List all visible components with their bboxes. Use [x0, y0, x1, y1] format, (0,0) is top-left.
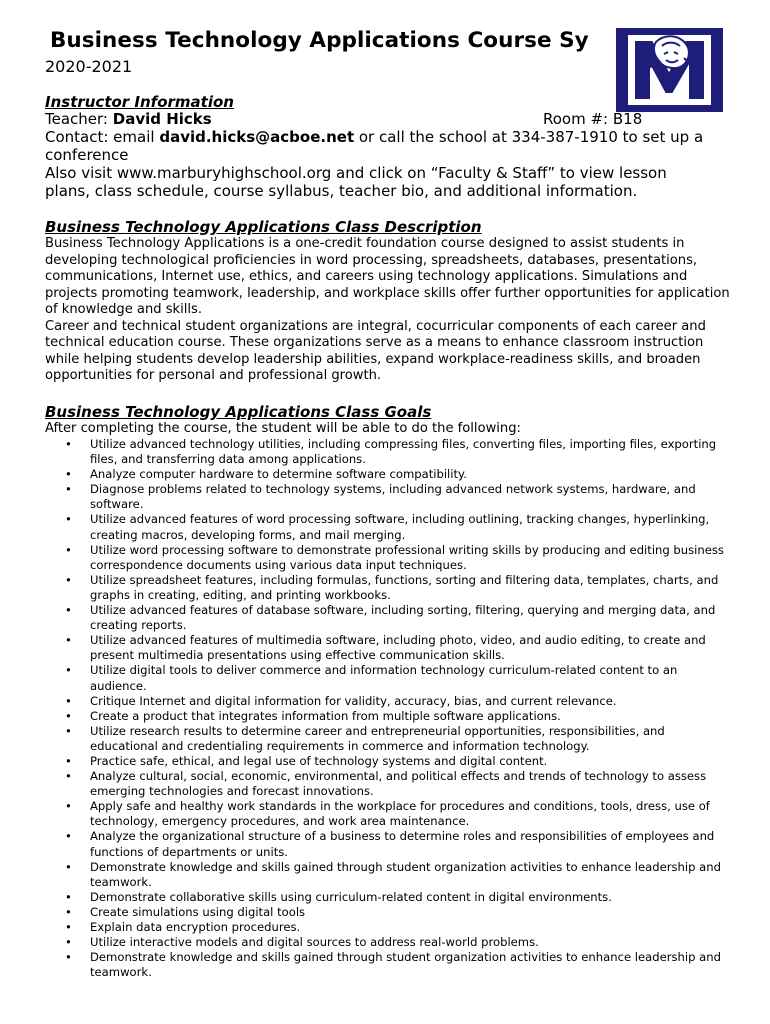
- goal-item: [45, 935, 735, 950]
- bullet-icon: •: [65, 437, 72, 451]
- goal-text: Utilize advanced features of word processing software, including outlining, tracking changes, hyperlinking, creating macros, developing forms, and mail merging.: [90, 512, 710, 542]
- goal-text: Utilize advanced features of database software, including sorting, filtering, querying and merging data, and creating reports.: [90, 603, 716, 633]
- bullet-icon: •: [65, 950, 72, 965]
- bullet-icon: •: [65, 708, 72, 723]
- goal-text: Utilize digital tools to deliver commerce and information technology curriculum-related content to an audience.: [90, 663, 678, 693]
- goal-text: Utilize advanced features of multimedia software, including photo, video, and audio editing, to create and present multimedia presentations using effective communication skills.: [90, 633, 706, 663]
- goal-text: Analyze cultural, social, economic, environmental, and political effects and trends of technology to assess emerging technologies and forecast innovations.: [90, 769, 707, 799]
- goals-intro: After completing the course, the student will be able to do the following:: [45, 421, 521, 436]
- goal-item: [45, 829, 735, 859]
- goal-item: [45, 754, 735, 769]
- goal-item: [45, 905, 735, 920]
- bullet-icon: •: [65, 753, 72, 768]
- goal-item: [45, 920, 735, 935]
- goal-item: [45, 603, 735, 633]
- teacher-line: [45, 110, 212, 128]
- goal-item: [45, 663, 735, 693]
- goal-item: [45, 950, 735, 980]
- goal-text: Utilize word processing software to demonstrate professional writing skills by producing and editing business correspondence documents using various data input techniques.: [90, 542, 724, 572]
- teacher-label: Teacher:: [45, 110, 113, 128]
- goal-item: [45, 437, 735, 467]
- goal-item: [45, 467, 735, 482]
- bullet-icon: •: [65, 482, 72, 497]
- visit-line-2: plans, class schedule, course syllabus, teacher bio, and additional information.: [45, 182, 638, 200]
- goal-item: [45, 482, 735, 512]
- goal-item: [45, 860, 735, 890]
- school-logo: [616, 28, 723, 112]
- goal-text: Utilize advanced technology utilities, including compressing files, converting files, importing files, exporting files, and transferring data among applications.: [90, 437, 717, 467]
- school-year: 2020-2021: [45, 57, 133, 76]
- teacher-name: David Hicks: [112, 110, 212, 128]
- description-paragraph-2: Career and technical student organizations are integral, cocurricular components of each career and technical education course. These organizations serve as a means to enhance classroom instruction while helping students develop leadership abilities, expand workplace-readiness skills, and broaden opportunities for personal and professional growth.: [45, 318, 706, 383]
- bullet-icon: •: [65, 829, 72, 844]
- contact-email-link[interactable]: david.hicks@acboe.net: [159, 128, 355, 146]
- goal-item: [45, 512, 735, 542]
- bullet-icon: •: [65, 904, 72, 919]
- goal-text: Demonstrate collaborative skills using curriculum-related content in digital environments.: [90, 889, 612, 904]
- bullet-icon: •: [65, 633, 72, 648]
- bullet-icon: •: [65, 889, 72, 904]
- contact-suffix: or call the school at 334-387-1910 to set up a: [354, 128, 704, 146]
- goal-text: Practice safe, ethical, and legal use of technology systems and digital content.: [90, 753, 548, 768]
- contact-line: [45, 128, 703, 146]
- contact-line-continued: conference: [45, 146, 129, 164]
- goal-item: [45, 543, 735, 573]
- description-body: [45, 236, 735, 385]
- goal-item: [45, 799, 735, 829]
- bullet-icon: •: [65, 542, 72, 557]
- goal-text: Explain data encryption procedures.: [90, 920, 301, 934]
- description-heading: Business Technology Applications Class Description: [45, 218, 482, 236]
- goal-text: Demonstrate knowledge and skills gained through student organization activities to enhance leadership and teamwork.: [90, 859, 721, 889]
- bullet-icon: •: [65, 572, 72, 587]
- bullet-icon: •: [65, 859, 72, 874]
- goals-list: [45, 437, 735, 980]
- bullet-icon: •: [65, 935, 72, 950]
- goal-text: Demonstrate knowledge and skills gained through student organization activities to enhance leadership and teamwork.: [90, 950, 721, 980]
- goal-text: Create simulations using digital tools: [90, 904, 306, 919]
- goal-text: Critique Internet and digital information for validity, accuracy, bias, and current relevance.: [90, 693, 617, 708]
- bullet-icon: •: [65, 920, 72, 934]
- bullet-icon: •: [65, 663, 72, 678]
- bullet-icon: •: [65, 693, 72, 708]
- bullet-icon: •: [65, 603, 72, 618]
- bullet-icon: •: [65, 467, 72, 482]
- instructor-heading: Instructor Information: [45, 93, 234, 111]
- goal-text: Analyze computer hardware to determine software compatibility.: [90, 467, 467, 482]
- room-number: Room #: B18: [543, 110, 643, 128]
- visit-line-1: Also visit www.marburyhighschool.org and click on “Faculty & Staff” to view lesson: [45, 164, 667, 182]
- goal-text: Create a product that integrates information from multiple software applications.: [90, 708, 561, 723]
- goal-text: Utilize spreadsheet features, including formulas, functions, sorting and filtering data, templates, charts, and graphs in creating, editing, and printing workbooks.: [90, 572, 719, 602]
- goal-text: Utilize interactive models and digital sources to address real-world problems.: [90, 935, 539, 950]
- goal-item: [45, 769, 735, 799]
- goals-heading: Business Technology Applications Class Goals: [45, 403, 432, 421]
- contact-prefix: Contact: email: [45, 128, 160, 146]
- bullet-icon: •: [65, 512, 72, 527]
- bullet-icon: •: [65, 799, 72, 814]
- goal-item: [45, 724, 735, 754]
- goal-item: [45, 633, 735, 663]
- goal-item: [45, 694, 735, 709]
- goal-text: Diagnose problems related to technology systems, including advanced network systems, hardware, and software.: [90, 482, 696, 512]
- goal-text: Apply safe and healthy work standards in the workplace for procedures and conditions, tools, dress, use of technology, emergency procedures, and work area maintenance.: [90, 799, 710, 829]
- goal-item: [45, 709, 735, 724]
- goal-item: [45, 890, 735, 905]
- goal-text: Utilize research results to determine career and entrepreneurial opportunities, responsibilities, and educational and credentialing requirements in commerce and information technology.: [90, 723, 665, 753]
- school-logo-icon: [616, 28, 723, 112]
- bullet-icon: •: [65, 769, 72, 784]
- bullet-icon: •: [65, 723, 72, 738]
- goal-item: [45, 573, 735, 603]
- description-paragraph-1: Business Technology Applications is a one-credit foundation course designed to assist students in developing technological proficiencies in word processing, spreadsheets, databases, presentations, communications, Internet use, ethics, and careers using technology applications. Simulations and projects promoting teamwork, leadership, and workplace skills offer further opportunities for application of knowledge and skills.: [45, 236, 730, 317]
- goal-text: Analyze the organizational structure of a business to determine roles and responsibilities of employees and functions of departments or units.: [90, 829, 715, 859]
- page-title: Business Technology Applications Course Sy: [50, 28, 589, 53]
